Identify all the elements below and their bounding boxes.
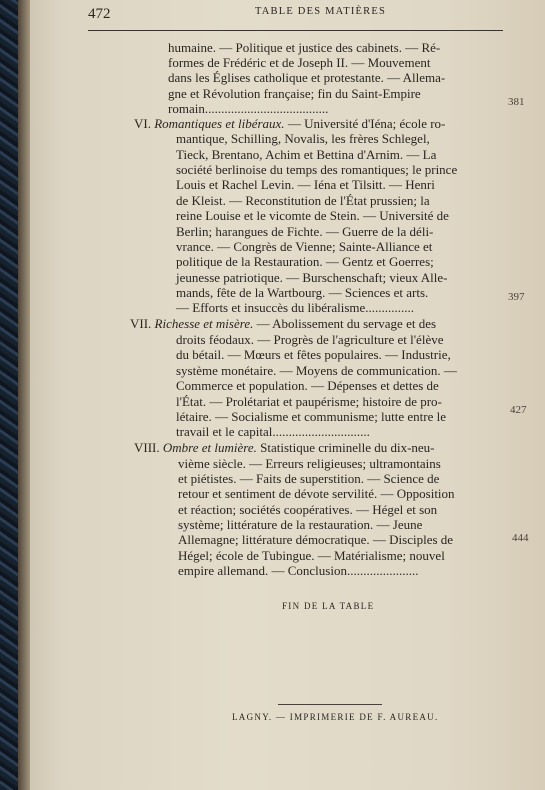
toc-page-number: 381 [508,96,525,108]
page-number: 472 [88,6,111,22]
toc-line: gne et Révolution française; fin du Saint-Empire [168,86,421,101]
toc-line: Berlin; harangues de Fichte. — Guerre de la déli- [176,224,434,239]
toc-line: politique de la Restauration. — Gentz et Goerres; [176,254,434,269]
toc-line: et réaction; sociétés coopératives. — Hégel et son [178,502,438,517]
running-head: TABLE DES MATIÈRES [255,6,387,17]
toc-line: société berlinoise du temps des romantiques; le prince [176,162,458,177]
chapter-title: Romantiques et libéraux. [154,116,285,131]
toc-line: — Université d'Iéna; école ro- [287,116,446,131]
printer-imprint: LAGNY. — IMPRIMERIE DE F. AUREAU. [232,712,439,722]
toc-line: mantique, Schilling, Novalis, les frères Schlegel, [176,131,430,146]
chapter-numeral: VIII. [134,440,160,455]
end-of-table-label: FIN DE LA TABLE [282,601,375,611]
toc-line: létaire. — Socialisme et communisme; lutte entre le [176,409,447,424]
toc-line: jeunesse patriotique. — Burschenschaft; vieux Alle- [176,270,448,285]
toc-page-number: 397 [508,291,525,303]
footer-rule [278,704,382,705]
toc-line: retour et sentiment de dévote servilité. — Opposition [178,486,455,501]
chapter-numeral: VII. [130,316,152,331]
toc-line: empire allemand. — Conclusion...................... [178,563,419,578]
toc-page-number: 427 [510,404,527,416]
toc-line: reine Louise et le vicomte de Stein. — Université de [176,208,449,223]
toc-line: formes de Frédéric et de Joseph II. — Mouvement [168,55,431,70]
header-rule [88,30,503,31]
toc-line: système monétaire. — Moyens de communication. — [176,363,457,378]
toc-line: Allemagne; littérature démocratique. — Disciples de [178,532,454,547]
toc-page-number: 444 [512,532,529,544]
toc-line: humaine. — Politique et justice des cabinets. — Ré- [168,40,441,55]
toc-line: dans les Églises catholique et protestante. — Allema- [168,70,446,85]
toc-line: et piétistes. — Faits de superstition. — Science de [178,471,440,486]
toc-line: l'État. — Prolétariat et paupérisme; histoire de pro- [176,394,442,409]
toc-line: vième siècle. — Erreurs religieuses; ultramontains [178,456,441,471]
toc-line: romain...................................... [168,101,329,116]
toc-line: droits féodaux. — Progrès de l'agriculture et l'élève [176,332,444,347]
book-binding [0,0,18,790]
toc-line: système; littérature de la restauration. — Jeune [178,517,423,532]
toc-line: Hégel; école de Tubingue. — Matérialisme; nouvel [178,548,445,563]
toc-line: mands, fête de la Wartbourg. — Sciences et arts. [176,285,429,300]
toc-line: — Efforts et insuccès du libéralisme............... [176,300,415,315]
toc-line: de Kleist. — Reconstitution de l'État prussien; la [176,193,430,208]
toc-line: Statistique criminelle du dix-neu- [260,440,435,455]
toc-line: — Abolissement du servage et des [256,316,437,331]
toc-line: Commerce et population. — Dépenses et dettes de [176,378,439,393]
toc-line: du bétail. — Mœurs et fêtes populaires. — Industrie, [176,347,451,362]
toc-line: travail et le capital.............................. [176,424,370,439]
chapter-title: Richesse et misère. [154,316,254,331]
chapter-title: Ombre et lumière. [162,440,257,455]
toc-line: Louis et Rachel Levin. — Iéna et Tilsitt. — Henri [176,177,435,192]
toc-line: Tieck, Brentano, Achim et Bettina d'Arnim. — La [176,147,437,162]
toc-line: vrance. — Congrès de Vienne; Sainte-Alliance et [176,239,433,254]
chapter-numeral: VI. [134,116,151,131]
